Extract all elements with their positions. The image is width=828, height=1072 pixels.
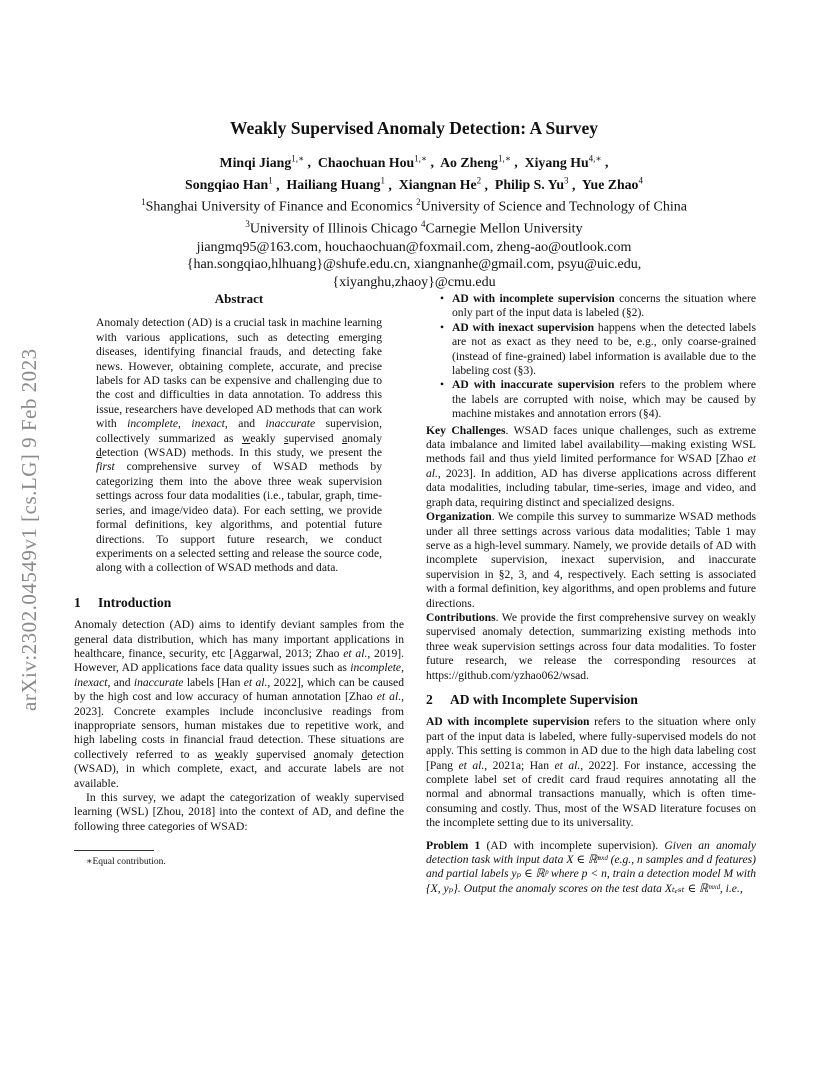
author: Songqiao Han$^1$ (185, 175, 273, 193)
left-column (74, 292, 404, 870)
author: Philip S. Yu$^3$ (494, 175, 569, 193)
author: Yue Zhao$^4$ (581, 175, 643, 193)
affiliation-line: $^1$Shanghai University of Finance and Economics $^2$University of Science and Technology of China (141, 197, 687, 215)
author: Ao Zheng$^{1,∗}$ (440, 153, 511, 170)
footnote: ∗Equal contribution. (86, 857, 166, 868)
author: Chaochuan Hou$^{1,∗}$ (317, 153, 428, 170)
list-item: • AD with inexact supervision happens when the detected labels are not as exact as they need to be, e.g., only coarse-grained (instead of fine-grained) label information is available due to the labeling cost (§3). (452, 321, 756, 379)
contributions-paragraph: Contributions. We provide the first comprehensive survey on weakly supervised anomaly detection, summarizing existing methods into three weak supervision settings across four data modalities. To foster future research, we release the corresponding resources at https://github.com/yzhao062/wsad. (426, 610, 756, 682)
intro-paragraph: In this survey, we adapt the categorization of weakly supervised learning (WSL) [Zhou, 2018] into the context of AD, and define the following three categories of WSAD: (74, 791, 404, 833)
list-item: • AD with incomplete supervision concerns the situation where only part of the input data is labeled (§2). (452, 292, 756, 321)
author: Minqi Jiang$^{1,∗}$ (219, 153, 305, 170)
key-challenges-paragraph: Key Challenges. WSAD faces unique challenges, such as extreme data imbalance and limited label availability—making existing WSL methods fail and thus yield limited performance for WSAD [Zhao et al., 2023]. In addition, AD has diverse applications across different data modalities, including tabular, time-series, image and video, and graph data, requiring distinct and specialized designs. (426, 423, 756, 509)
author-list: Minqi Jiang$^{1,∗}$ , Chaochuan Hou$^{1,∗}$ , Ao Zheng$^{1,∗}$ , Xiyang $Hu^{4,∗}$ , Songqiao Han$^1$ , Hailiang Huang$^1$ , Xiangnan He$^2$ , Philip S. Yu$^3$ , Yue Zhao$^4$ (185, 153, 643, 193)
paper-header (70, 118, 758, 291)
section-heading-introduction: 1 Introduction (74, 594, 172, 610)
email-line: {han.songqiao,hlhuang}@shufe.edu.cn, xiangnanhe@gmail.com, psyu@uic.edu, (186, 257, 642, 272)
affiliations (70, 194, 758, 291)
footnote-divider (74, 850, 154, 851)
wsad-category-list (426, 292, 756, 422)
section-heading-incomplete-supervision: 2 AD with Incomplete Supervision (426, 691, 638, 707)
affiliation-line: $^3$University of Illinois Chicago $^4$Carnegie Mellon University (245, 219, 583, 237)
author: Hailiang Huang$^1$ (286, 175, 385, 193)
author: Xiyang $Hu^{4,∗}$ (524, 153, 602, 170)
intro-paragraph: Anomaly detection (AD) aims to identify deviant samples from the general data distribution, which has many important applications in healthcare, finance, security, etc [Aggarwal, 2013; Zhao et al., 2019]. However, AD applications face data quality issues such as incomplete, inexact, and inaccurate labels [Han et al., 2022], which can be caused by the high cost and low accuracy of human annotation [Zhao et al., 2023]. Concrete examples include inconclusive readings from inappropriate sensors, human mistakes due to repetitive work, and high labeling costs in financial fraud detection. These situations are collectively referred to as weakly supervised anomaly detection (WSAD), in which complete, exact, and accurate labels are not available. (74, 618, 405, 790)
abstract-body: Anomaly detection (AD) is a crucial task in machine learning with various applications, such as detecting emerging diseases, identifying financial frauds, and detecting fake news. However, obtaining complete, accurate, and precise labels for AD tasks can be expensive and challenging due to the cost and difficulties in data annotation. To address this issue, researchers have developed AD methods that can work with incomplete, inexact, and inaccurate supervision, collectively summarized as weakly supervised anomaly detection (WSAD) methods. In this study, we present the first comprehensive survey of WSAD methods by categorizing them into the above three weak supervision settings across four data modalities (i.e., tabular, graph, time-series, and image/video data). For each setting, we provide formal definitions, key algorithms, and potential future directions. To support future research, we conduct experiments on a selected setting and release the source code, along with a collection of WSAD methods and data. (96, 316, 383, 575)
email-line: {xiyanghu,zhaoy}@cmu.edu (332, 274, 496, 290)
arxiv-identifier: arXiv:2302.04549v1 [cs.LG] 9 Feb 2023 (17, 348, 41, 712)
paper-title: Weakly Supervised Anomaly Detection: A Survey (230, 118, 598, 138)
list-item: • AD with inaccurate supervision refers to the problem where the labels are corrupted with noise, which may be caused by machine mistakes and annotation errors (§4). (452, 378, 756, 421)
abstract-heading: Abstract (214, 291, 264, 306)
problem-statement: Problem 1 (AD with incomplete supervision). Given an anomaly detection task with input data X ∈ ℝⁿˣᵈ (e.g., n samples and d features) and partial labels yₚ ∈ ℝᵖ where p < n, train a detection model M with {X, yₚ}. Output the anomaly scores on the test data Xₜₑₛₜ ∈ ℝᵐˣᵈ, i.e., (426, 838, 757, 895)
author: Xiangnan He$^2$ (398, 175, 482, 193)
email-line: jiangmq95@163.com, houchaochuan@foxmail.com, zheng-ao@outlook.com (196, 239, 632, 255)
organization-paragraph: Organization. We compile this survey to summarize WSAD methods under all three settings across various data modalities; Table 1 may serve as a high-level summary. Namely, we provide details of AD with incomplete supervision, inexact supervision, and inaccurate supervision in §2, 3, and 4, respectively. Each setting is associated with a formal definition, key algorithms, and open problems and future directions. (426, 510, 756, 610)
right-column (426, 292, 756, 896)
section2-paragraph: AD with incomplete supervision refers to the situation where only part of the input data is labeled, where fully-supervised models do not apply. This setting is common in AD due to the high data labeling cost [Pang et al., 2021a; Han et al., 2022]. For instance, accessing the complete label set of credit card fraud requires annotating all the normal and abnormal transactions manually, which is often time-consuming and costly. Thus, most of the WSAD literature focuses on the incomplete setting due to its universality. (426, 715, 757, 830)
